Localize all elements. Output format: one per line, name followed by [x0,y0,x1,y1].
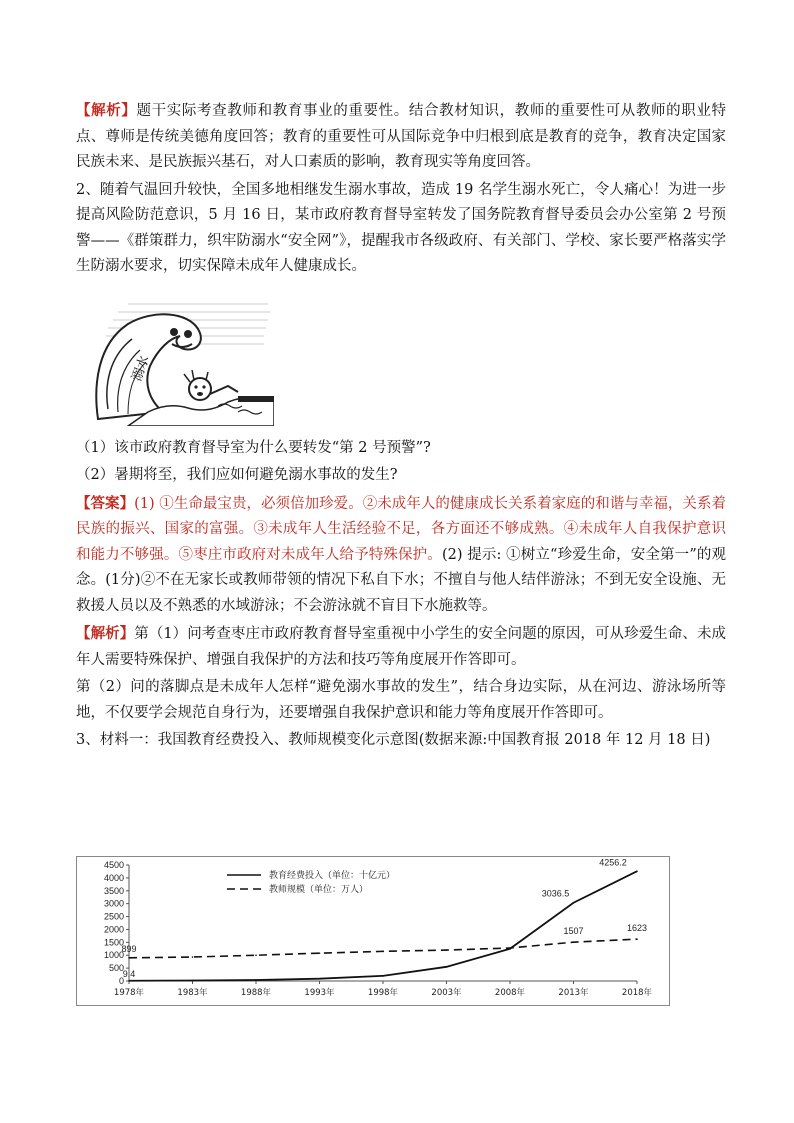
legend-label: 教育经费投入（单位：十亿元） [269,871,396,881]
y-tick-label: 3000 [103,898,124,909]
y-tick-label: 2000 [103,924,124,935]
analysis-paragraph-3: 第（2）问的落脚点是未成年人怎样“避免溺水事故的发生”，结合身边实际，从在河边、游泳场所等地，不仅要学会规范自身行为，还要增强自我保护意识和能力等角度展开作答即可。 [76,679,726,721]
document-body [76,98,726,756]
y-tick-label: 1500 [103,937,124,948]
x-tick-label: 2003年 [431,988,462,998]
data-point [128,957,130,959]
data-point [192,956,194,958]
data-point [319,978,321,980]
question-2-stem: 2、随着气温回升较快，全国多地相继发生溺水事故，造成 19 名学生溺水死亡，令人痛心！为进一步提高风险防范意识，5 月 16 日，某市政府教育督导室转发了国务院教育督导委员会办公室第 2 号预警——《群策群力，织牢防溺水“安全网”》，提醒我市各级政府、有关部门、学校、家长要严格落实学生防溺水要求，切实保障未成年人健康成长。 [76,181,726,274]
data-point [573,902,575,904]
x-tick-label: 1993年 [304,988,335,998]
data-point [192,980,194,982]
y-tick-label: 3500 [103,885,124,896]
data-point [128,980,130,982]
data-point [636,938,638,940]
analysis-text-2: 第（1）问考查枣庄市政府教育督导室重视中小学生的安全问题的原因，可从珍爱生命、未成年人需要特殊保护、增强自我保护的方法和技巧等角度展开作答即可。 [76,626,727,668]
data-label: 3036.5 [541,888,570,899]
answer-part-2: (2) 提示: ①树立“珍爱生命，安全第一”的观念。(1分)②不在无家长或教师带领的情况下私自下水；不擅自与他人结伴游泳；不到无安全设施、无救援人员以及不熟悉的水域游泳；不会游泳就不盲目下水施救等。 [76,546,727,614]
data-label: 4256.2 [599,857,627,868]
x-tick-label: 1978年 [113,988,145,998]
data-point [636,870,638,872]
drowning-cartoon [88,294,274,426]
data-point [446,966,448,968]
wave-cartoon-image [88,294,274,426]
data-label: 899 [121,943,137,954]
analysis-paragraph-1 [76,98,726,176]
x-tick-label: 1988年 [240,988,272,998]
x-tick-label: 2008年 [494,988,526,998]
question-2-part-2: （2）暑期将至，我们应如何避免溺水事故的发生? [76,467,398,483]
analysis-tag-2: 【解析】 [76,625,135,642]
data-label: 1623 [626,923,648,934]
answer-tag: 【答案】 [76,494,135,512]
y-tick-label: 2500 [103,911,124,922]
data-point [319,952,321,954]
x-tick-label: 2013年 [558,988,589,998]
x-tick-label: 1998年 [367,988,399,998]
data-label: 1507 [563,926,584,937]
series-line-funding [129,871,637,980]
data-point [382,951,384,953]
y-tick-label: 500 [108,963,124,974]
data-point [573,941,575,943]
analysis-tag: 【解析】 [76,102,137,119]
education-chart [76,856,670,1006]
data-point [446,949,448,951]
y-tick-label: 1000 [103,950,124,961]
series-line-teachers [129,939,637,958]
question-2-part-1: （1）该市政府教育督导室为什么要转发“第 2 号预警”? [76,439,431,456]
x-tick-label: 1983年 [177,988,208,998]
legend-label: 教师规模（单位：万人） [269,885,369,895]
x-tick-label: 2018年 [621,988,653,998]
data-point [255,954,257,956]
data-point [509,947,511,949]
wave-label: 溺水 [129,353,153,383]
answer-part-1: (1) ①生命最宝贵，必须倍加珍爱。②未成年人的健康成长关系着家庭的和谐与幸福，关系着民族的振兴、国家的富强。③未成年人生活经验不足，各方面还不够成熟。④未成年人自我保护意识和能力不够强。⑤枣庄市政府对未成年人给予特殊保护。 [76,495,726,563]
data-point [255,979,257,981]
education-chart-svg [77,857,669,1005]
y-tick-label: 0 [118,976,124,986]
y-tick-label: 4000 [103,872,124,883]
data-point [382,975,384,977]
answer-paragraph [76,491,726,620]
data-label: 9.4 [122,968,136,979]
analysis-paragraph-2 [76,621,726,673]
question-3-stem: 3、材料一：我国教育经费投入、教师规模变化示意图(数据来源:中国教育报 2018 年 12 月 18 日) [76,732,711,748]
y-tick-label: 4500 [103,860,124,870]
analysis-text: 题干实际考查教师和教育事业的重要性。结合教材知识，教师的重要性可从教师的职业特点、尊师是传统美德角度回答；教育的重要性可从国际竞争中归根到底是教育的竞争，教育决定国家民族未来、是民族振兴基石，对人口素质的影响，教育现实等角度回答。 [76,103,727,170]
